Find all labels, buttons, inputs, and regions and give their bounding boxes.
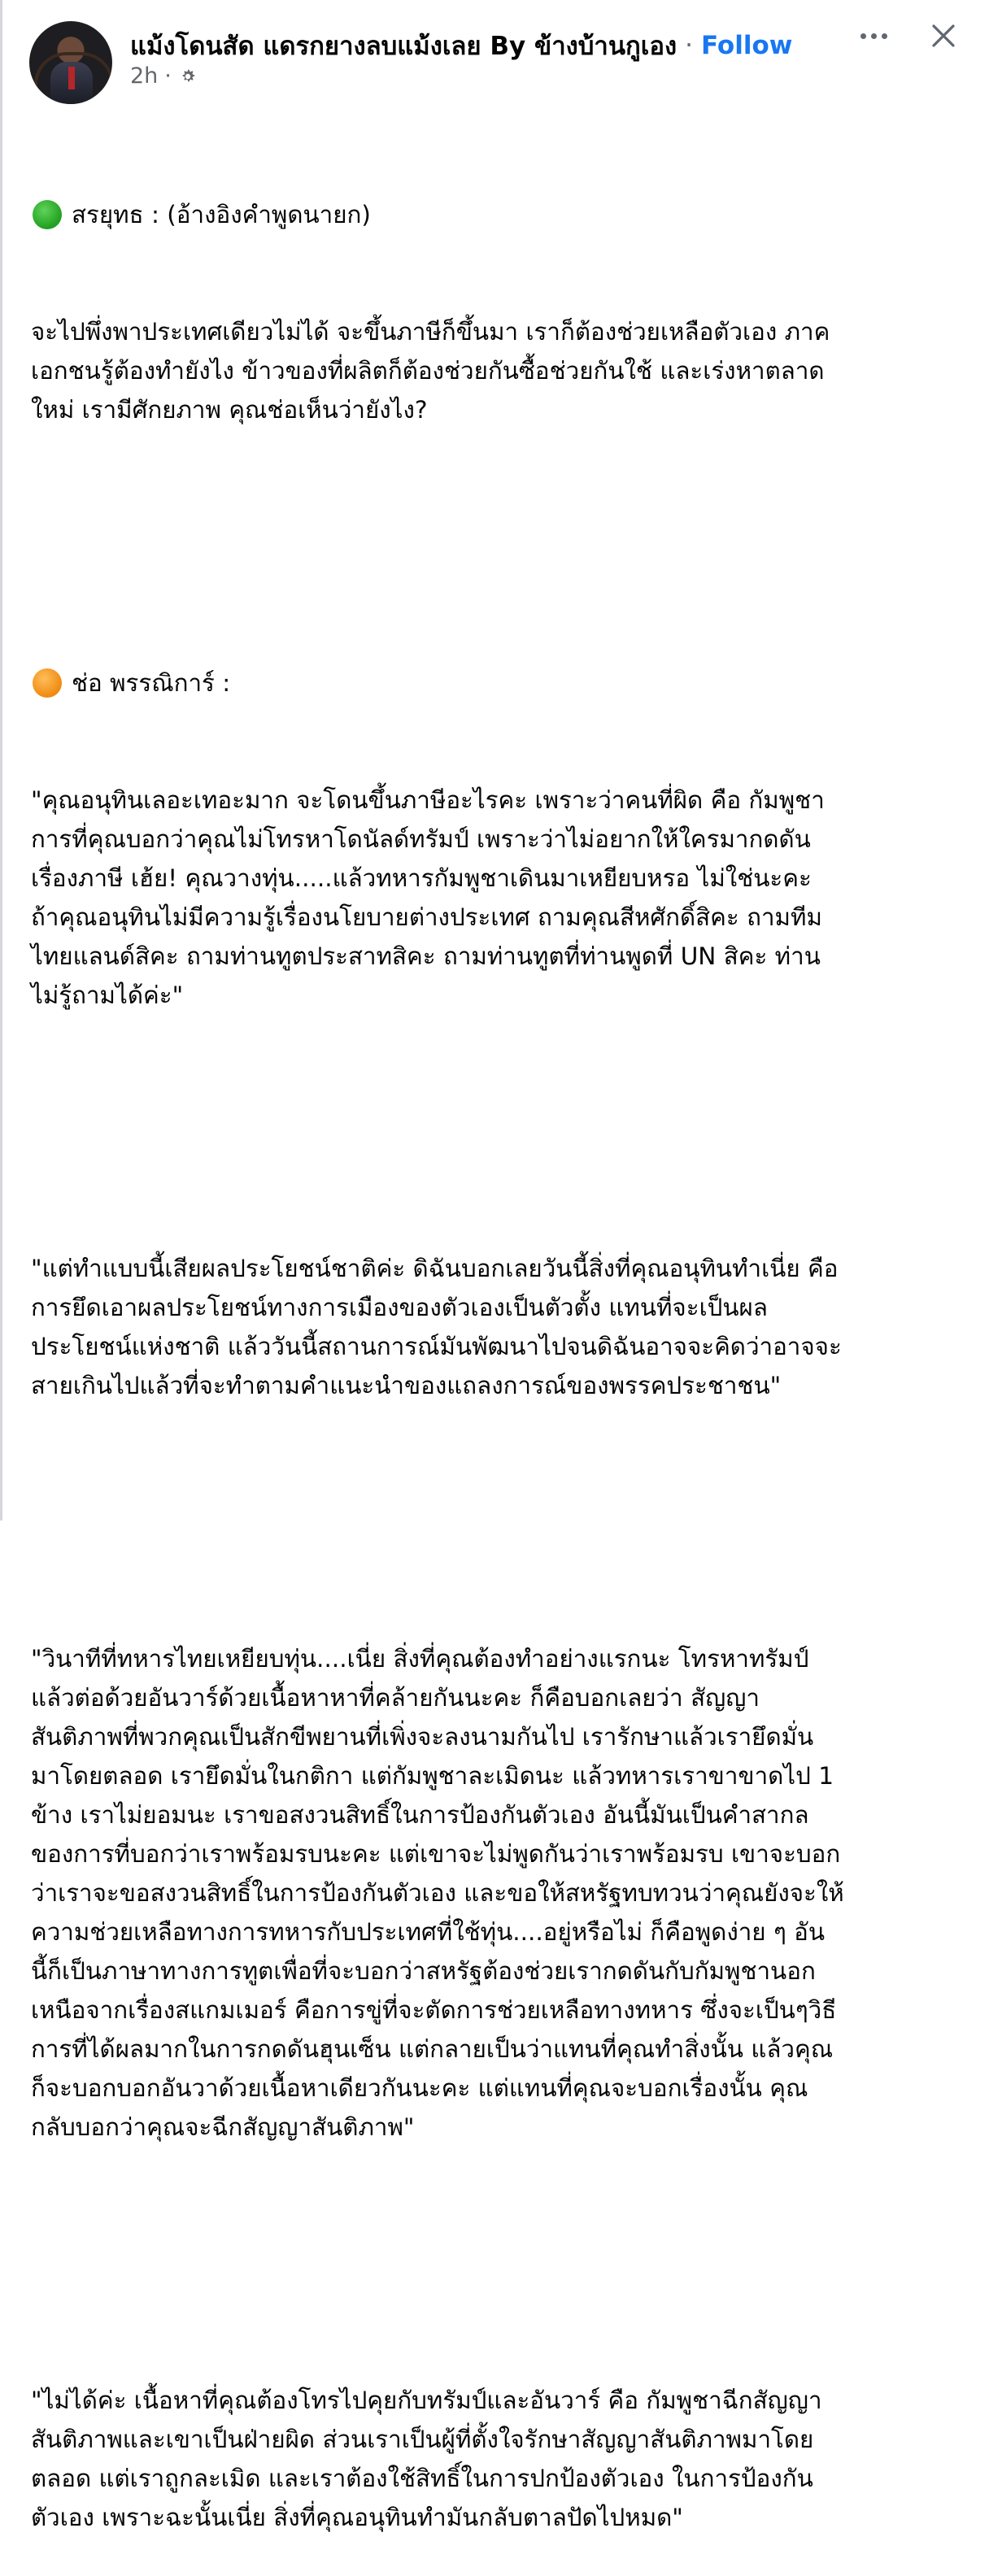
paragraph-gap [31, 507, 966, 546]
paragraph-gap [31, 1483, 966, 1522]
more-dot [871, 33, 877, 39]
more-dot [860, 33, 866, 39]
speaker-2-quote-1: "คุณอนุทินเลอะเทอะมาก จะโดนขึ้นภาษีอะไรคะ เพราะว่าคนที่ผิด คือ กัมพูชา การที่คุณบอกว่าคุณไม่โทรหาโดนัลด์ทรัมป์ เพราะว่าไม่อยากให้ใครมากดดัน เรื่องภาษี เฮ้ย! คุณวางทุ่น.....แล้วทหารกัมพูชาเดินมาเหยียบหรอ ไม่ใช่นะคะ ถ้าคุณอนุทินไม่มีความรู้เรื่องนโยบายต่างประเทศ ถามคุณสีหศักดิ์สิคะ ถามทีม ไทยแลนด์สิคะ ถามท่านทูตประสาทสิคะ ถามท่านทูตที่ท่านพูดที่ UN สิคะ ท่าน ไม่รู้ถามได้ค่ะ" [31, 786, 825, 1009]
speaker-1-label: สรยุทธ : (อ้างอิงคำพูดนายก) [72, 201, 371, 228]
meta-separator: · [164, 63, 172, 89]
paragraph-gap [31, 1093, 966, 1132]
viewport-edge [0, 0, 2, 1521]
speaker-2-quote-2: "แต่ทำแบบนี้เสียผลประโยชน์ชาติค่ะ ดิฉันบอกเลยวันนี้สิ่งที่คุณอนุทินทำเนี่ย คือ การยึดเอาผลประโยชน์ทางการเมืองของตัวเองเป็นตัวตั้ง แทนที่จะเป็นผล ประโยชน์แห่งชาติ แล้ววันนี้สถานการณ์มันพัฒนาไปจนดิฉันอาจจะคิดว่าอาจจะ สายเกินไปแล้วที่จะทำตามคำแนะนำของแถลงการณ์ของพรรคประชาชน" [31, 1255, 842, 1399]
speaker-2-label: ช่อ พรรณิการ์ : [72, 669, 231, 697]
paragraph-gap [31, 2225, 966, 2264]
speaker-1-heading [31, 195, 966, 234]
avatar[interactable] [29, 21, 112, 104]
post-timestamp[interactable]: 2h [130, 63, 159, 89]
speaker-2-quote-3: "วินาทีที่ทหารไทยเหยียบทุ่น....เนี่ย สิ่งที่คุณต้องทำอย่างแรกนะ โทรหาทรัมป์ แล้วต่อด้วยอันวาร์ด้วยเนื้อหาหาที่คล้ายกันนะคะ ก็คือบอกเลยว่า สัญญา สันติภาพที่พวกคุณเป็นสักขีพยานที่เพิ่งจะลงนามกันไป เรารักษาแล้วเรายึดมั่น มาโดยตลอด เรายึดมั่นในกติกา แต่กัมพูชาละเมิดนะ แล้วทหารเราขาขาดไป 1 ข้าง เราไม่ยอมนะ เราขอสงวนสิทธิ์ในการป้องกันตัวเอง อันนี้มันเป็นคำสากล ของการที่บอกว่าเราพร้อมรบนะคะ แต่เขาจะไม่พูดกันว่าเราพร้อมรบ เขาจะบอก ว่าเราจะขอสงวนสิทธิ์ในการป้องกันตัวเอง และขอให้สหรัฐทบทวนว่าคุณยังจะให้ ความช่วยเหลือทางการทหารกับประเทศที่ใช้ทุ่น....อยู่หรือไม่ ก็คือพูดง่าย ๆ อัน นี้ก็เป็นภาษาทางการทูตเพื่อที่จะบอกว่าสหรัฐต้องช่วยเรากดดันกับกัมพูชานอก เหนือจากเรื่องสแกมเมอร์ คือการขู่ที่จะตัดการช่วยเหลือทางทหาร ซึ่งจะเป็นๆวิธี การที่ได้ผลมากในการกดดันฮุนเซ็น แต่กลายเป็นว่าแทนที่คุณทำสิ่งนั้น แล้วคุณ ก็จะบอกบอกอันวาด้วยเนื้อหาเดียวกันนะคะ แต่แทนที่คุณจะบอกเรื่องนั้น คุณ กลับบอกว่าคุณจะฉีกสัญญาสันติภาพ" [31, 1645, 844, 2141]
speaker-2-heading [31, 664, 966, 703]
speaker-2-quote-4: "ไม่ได้ค่ะ เนื้อหาที่คุณต้องโทรไปคุยกับทรัมป์และอันวาร์ คือ กัมพูชาฉีกสัญญา สันติภาพและเขาเป็นฝ่ายผิด ส่วนเราเป็นผู้ที่ตั้งใจรักษาสัญญาสันติภาพมาโดย ตลอด แต่เราถูกละเมิด และเราต้องใช้สิทธิ์ในการปกป้องตัวเอง ในการป้องกัน ตัวเอง เพราะฉะนั้นเนี่ย สิ่งที่คุณอนุทินทำมันกลับตาลปัดไปหมด" [31, 2387, 822, 2531]
gear-icon[interactable] [178, 67, 198, 86]
post-body [31, 117, 966, 2576]
post-title-line [130, 28, 792, 63]
post-header [0, 0, 989, 114]
green-circle-icon [33, 200, 62, 229]
title-separator: · [685, 31, 694, 60]
orange-circle-icon [33, 668, 62, 698]
speaker-1-text: จะไปพึ่งพาประเทศเดียวไม่ได้ จะขึ้นภาษีก็ขึ้นมา เราก็ต้องช่วยเหลือตัวเอง ภาค เอกชนรู้ต้องทำยังไง ข้าวของที่ผลิตก็ต้องช่วยกันซื้อช่วยกันใช้ และเร่งหาตลาด ใหม่ เรามีศักยภาพ คุณช่อเห็นว่ายังไง? [31, 318, 830, 424]
post-meta [130, 63, 198, 89]
page-name-link[interactable]: แม้งโดนสัด แดรกยางลบแม้งเลย By ข้างบ้านกูเอง [130, 32, 677, 61]
close-icon[interactable] [927, 20, 960, 52]
more-options-icon[interactable] [854, 21, 893, 50]
more-dot [882, 33, 887, 39]
follow-button[interactable]: Follow [701, 31, 793, 60]
avatar-tie [68, 67, 75, 89]
